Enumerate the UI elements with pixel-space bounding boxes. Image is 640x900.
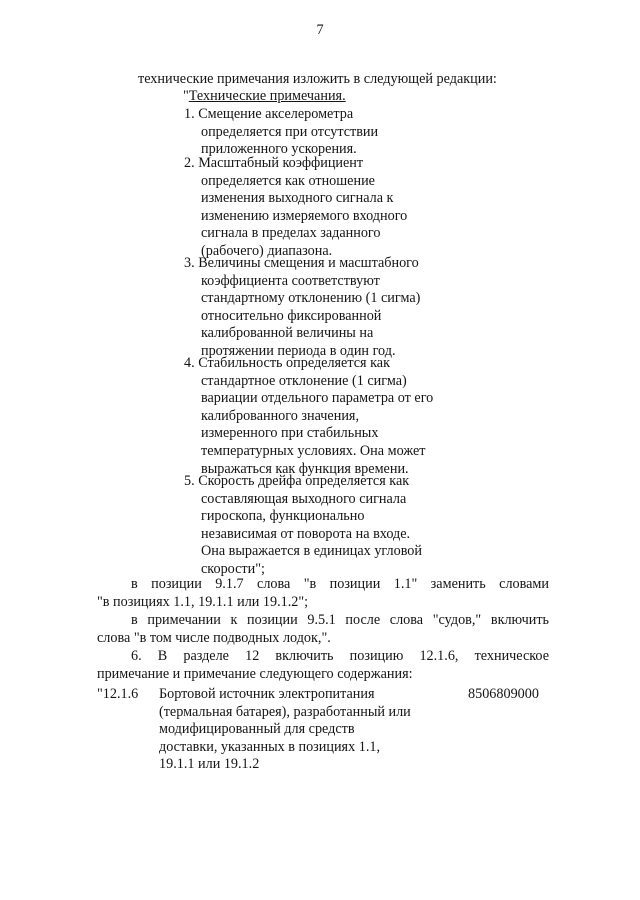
note-line: стандартное отклонение (1 сигма) <box>201 372 407 389</box>
note-line: (рабочего) диапазона. <box>201 242 333 259</box>
note-line: калиброванного значения, <box>201 407 359 424</box>
note-line: 5. Скорость дрейфа определяется как <box>184 473 410 489</box>
note-line: составляющая выходного сигнала <box>201 490 407 507</box>
note-line: определяется как отношение <box>201 172 375 189</box>
note-line: температурных условиях. Она может <box>201 442 426 459</box>
description-line: 19.1.1 или 19.1.2 <box>159 756 260 773</box>
amendment-paragraph-9-1-7 <box>97 576 549 611</box>
note-line: изменению измеряемого входного <box>201 207 408 224</box>
note-line: определяется при отсутствии <box>201 123 379 140</box>
paragraph-line: примечание и примечание следующего содержания: <box>97 665 413 682</box>
page-number: 7 <box>316 22 324 38</box>
note-line: 2. Масштабный коэффициент <box>184 155 364 171</box>
technical-note-3 <box>184 255 420 361</box>
description-line: доставки, указанных в позициях 1.1, <box>159 738 381 755</box>
paragraph-line: слова "в том числе подводных лодок,". <box>97 629 331 646</box>
technical-note-2 <box>184 155 407 261</box>
description-line: Бортовой источник электропитания <box>159 686 375 702</box>
note-line: стандартному отклонению (1 сигма) <box>201 290 421 307</box>
note-line: приложенного ускорения. <box>201 141 357 158</box>
note-line: сигнала в пределах заданного <box>201 225 381 242</box>
description-line: модифицированный для средств <box>159 721 355 738</box>
note-line: изменения выходного сигнала к <box>201 190 394 207</box>
note-line: Она выражается в единицах угловой <box>201 543 422 560</box>
note-line: вариации отдельного параметра от его <box>201 390 434 407</box>
amendment-paragraph-section-12 <box>97 648 549 683</box>
paragraph-line: в примечании к позиции 9.5.1 после слова "судов," включить <box>131 612 549 628</box>
note-line: коэффициента соответствуют <box>201 272 380 289</box>
technical-note-5 <box>184 473 422 579</box>
note-line: калиброванной величины на <box>201 325 374 342</box>
notes-heading <box>183 88 346 105</box>
technical-note-1 <box>184 106 378 159</box>
note-line: 3. Величины смещения и масштабного <box>184 255 419 271</box>
paragraph-line: 6. В разделе 12 включить позицию 12.1.6, техническое <box>131 648 549 664</box>
entry-code: 8506809000 <box>468 686 539 702</box>
note-line: 4. Стабильность определяется как <box>184 355 390 371</box>
entry-description <box>159 686 411 774</box>
paragraph-line: "в позициях 1.1, 19.1.1 или 19.1.2"; <box>97 593 309 610</box>
note-line: скорости"; <box>201 560 265 577</box>
note-line: протяжении периода в один год. <box>201 342 396 359</box>
notes-heading-text: Технические примечания. <box>188 88 346 104</box>
note-line: гироскопа, функционально <box>201 508 365 525</box>
description-line: (термальная батарея), разработанный или <box>159 703 411 720</box>
note-line: выражаться как функция времени. <box>201 460 409 477</box>
note-line: относительно фиксированной <box>201 307 382 324</box>
notes-heading-quote: " <box>183 88 189 104</box>
intro-line: технические примечания изложить в следующей редакции: <box>138 71 497 87</box>
amendment-paragraph-9-5-1 <box>97 612 549 647</box>
technical-note-4 <box>184 355 433 478</box>
entry-number: "12.1.6 <box>97 686 139 702</box>
note-line: измеренного при стабильных <box>201 425 379 442</box>
paragraph-line: в позиции 9.1.7 слова "в позиции 1.1" заменить словами <box>131 576 549 592</box>
note-line: независимая от поворота на входе. <box>201 525 411 542</box>
note-line: 1. Смещение акселерометра <box>184 106 354 122</box>
